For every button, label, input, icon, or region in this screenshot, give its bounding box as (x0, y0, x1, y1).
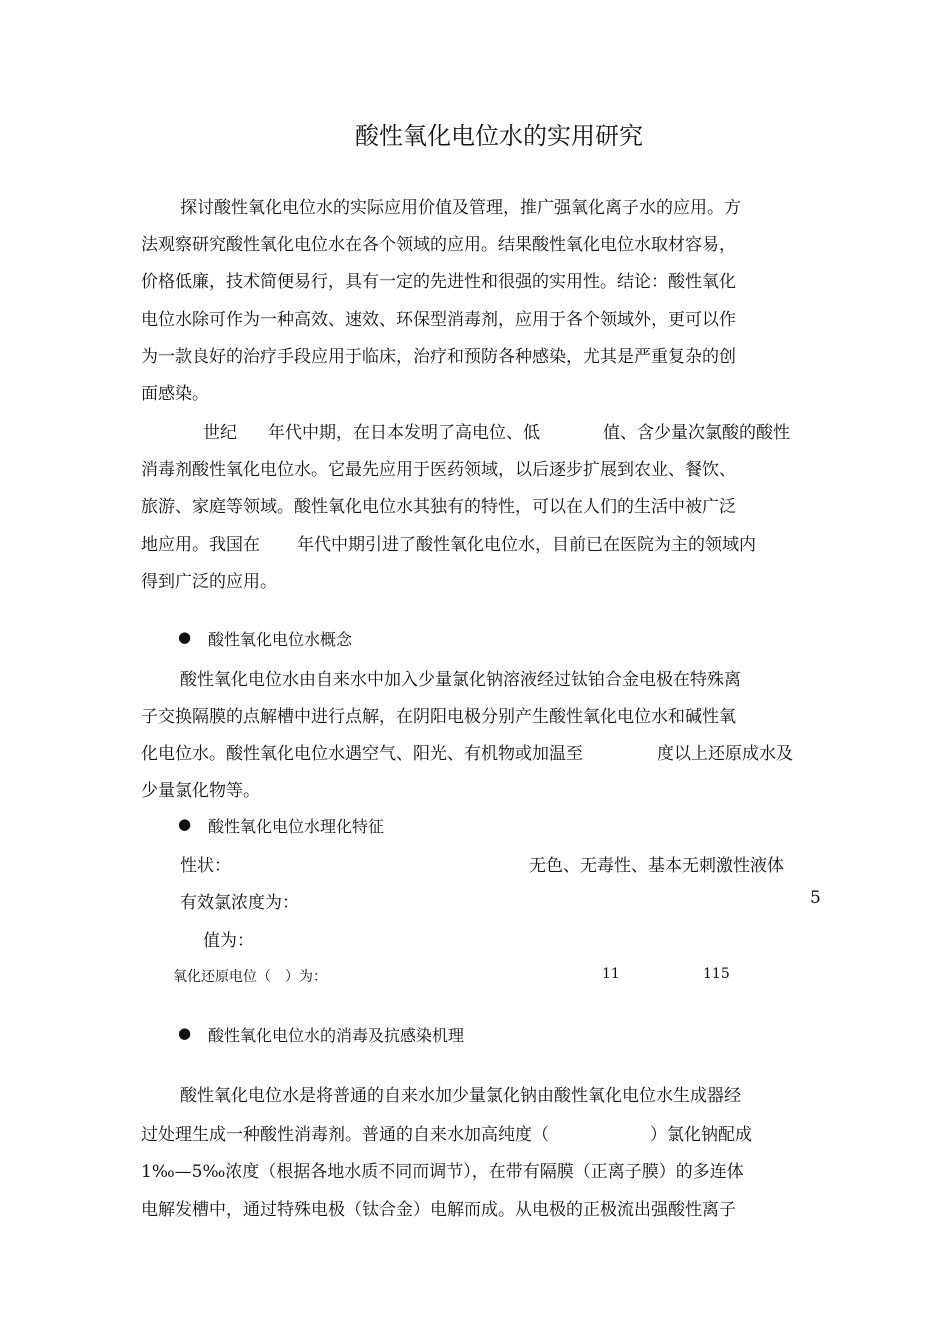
section-text: 过处理生成一种酸性消毒剂。普通的自来水加高纯度（ (141, 1125, 549, 1145)
section-text: 电解发槽中，通过特殊电极（钛合金）电解而成。从电极的正极流出强酸性离子 (141, 1200, 736, 1220)
section-text: 度以上还原成水及 (657, 744, 793, 764)
intro-text: 消毒剂酸性氧化电位水。它最先应用于医药领域，以后逐步扩展到农业、餐饮、 (141, 460, 736, 480)
section-heading: 酸性氧化电位水理化特征 (208, 817, 385, 836)
bullet-icon: ● (178, 1024, 192, 1042)
section-heading: 酸性氧化电位水概念 (208, 630, 353, 649)
section-text: ）氯化钠配成 (650, 1125, 752, 1145)
section-text: 酸性氧化电位水是将普通的自来水加少量氯化钠由酸性氧化电位水生成器经 (180, 1086, 741, 1106)
property-value: 5 (810, 888, 821, 908)
intro-text: 世纪 (203, 423, 237, 443)
property-value: 115 (703, 966, 730, 982)
section-text: 少量氯化物等。 (141, 781, 260, 801)
bullet-icon: ● (178, 815, 192, 833)
abstract-line: 法观察研究酸性氧化电位水在各个领域的应用。结果酸性氧化电位水取材容易， (141, 235, 736, 255)
property-value: 11 (602, 966, 620, 982)
bullet-icon: ● (178, 628, 192, 646)
intro-text: 地应用。我国在 (141, 535, 260, 555)
abstract-line: 探讨酸性氧化电位水的实际应用价值及管理，推广强氧化离子水的应用。方 (180, 198, 741, 218)
abstract-line: 电位水除可作为一种高效、速效、环保型消毒剂，应用于各个领域外，更可以作 (141, 310, 736, 330)
section-text: 1‰—5‰浓度（根据各地水质不同而调节），在带有隔膜（正离子膜）的多连体 (141, 1162, 744, 1182)
intro-text: 旅游、家庭等领域。酸性氧化电位水其独有的特性，可以在人们的生活中被广泛 (141, 497, 736, 517)
property-label: 有效氯浓度为： (180, 893, 299, 913)
section-text: 子交换隔膜的点解槽中进行点解，在阴阳电极分别产生酸性氧化电位水和碱性氧 (141, 707, 736, 727)
abstract-line: 价格低廉，技术简便易行，具有一定的先进性和很强的实用性。结论：酸性氧化 (141, 272, 736, 292)
abstract-line: 面感染。 (141, 384, 209, 404)
intro-text: 年代中期，在日本发明了高电位、低 (268, 423, 540, 443)
section-text: 化电位水。酸性氧化电位水遇空气、阳光、有机物或加温至 (141, 744, 583, 764)
property-label: 性状： (180, 856, 231, 876)
property-label: 氧化还原电位（ ）为： (173, 969, 327, 985)
intro-text: 得到广泛的应用。 (141, 572, 277, 592)
property-label: 值为： (203, 931, 254, 951)
abstract-line: 为一款良好的治疗手段应用于临床，治疗和预防各种感染，尤其是严重复杂的创 (141, 347, 736, 367)
page-title: 酸性氧化电位水的实用研究 (355, 122, 643, 150)
intro-text: 年代中期引进了酸性氧化电位水，目前已在医院为主的领域内 (297, 535, 756, 555)
section-text: 酸性氧化电位水由自来水中加入少量氯化钠溶液经过钛铂合金电极在特殊离 (180, 670, 741, 690)
property-value: 无色、无毒性、基本无刺激性液体 (529, 856, 784, 876)
intro-text: 值、含少量次氯酸的酸性 (603, 423, 790, 443)
section-heading: 酸性氧化电位水的消毒及抗感染机理 (208, 1026, 465, 1045)
